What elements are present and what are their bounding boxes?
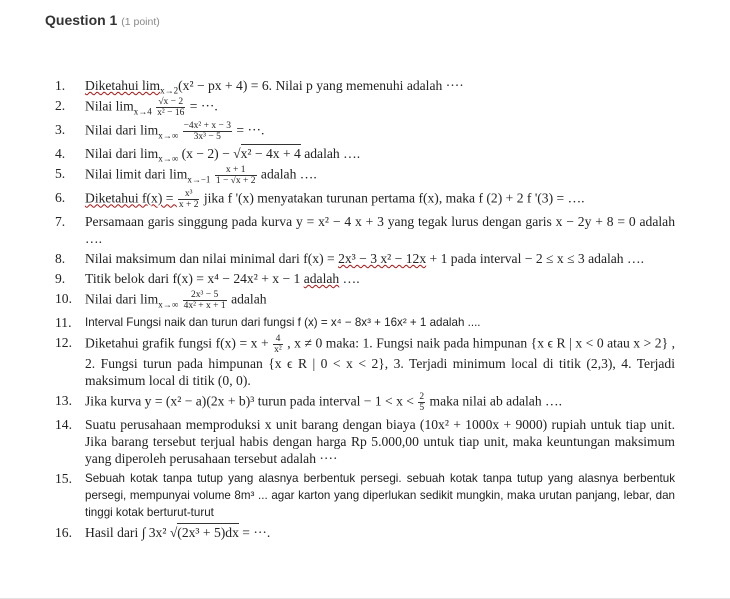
item-text: Diketahui f(x) = (85, 190, 177, 206)
fraction-denominator: 4x² + x + 1 (183, 301, 226, 311)
item-number: 7. (55, 214, 66, 229)
item-text: Nilai dari lim (85, 122, 159, 138)
list-item (55, 270, 675, 287)
item-text: Jika kurva y = (x² − a)(2x + b)³ turun pada interval − 1 < x < (85, 393, 418, 409)
fraction (183, 121, 232, 142)
question-list (55, 77, 675, 544)
list-item (55, 145, 675, 162)
item-text: Nilai lim (85, 98, 134, 114)
radicand: x² − 4x + 4 (240, 146, 301, 161)
item-text: (x² − px + 4) = 6. Nilai p yang memenuhi adalah ···· (178, 78, 464, 93)
fraction-denominator: x + 2 (178, 200, 199, 210)
item-text: 2x³ − 3 x² − 12x (338, 251, 427, 266)
item-number: 4. (55, 146, 66, 161)
item-text: Diketahui grafik fungsi f(x) = x + (85, 335, 273, 351)
list-item (55, 314, 675, 331)
item-text: Titik belok dari f(x) = x⁴ − 24x² + x − 1 (85, 271, 304, 286)
item-text: = ···. (238, 525, 271, 540)
item-number: 9. (55, 271, 66, 286)
item-text: Diketahui lim (85, 78, 161, 93)
limit-subscript: x→2 (160, 85, 179, 96)
fraction-denominator: 1 − √x + 2 (215, 176, 256, 186)
item-number: 3. (55, 122, 66, 137)
limit-subscript: x→4 (133, 106, 152, 117)
item-text: Nilai limit dari lim (85, 166, 188, 182)
fraction-numerator: 2 (419, 392, 425, 402)
fraction-denominator: 5 (419, 403, 425, 413)
list-item (55, 470, 675, 521)
limit-subscript: x→∞ (158, 130, 179, 141)
fraction-numerator: √x − 2 (156, 97, 185, 108)
item-text: Nilai dari lim (85, 291, 159, 307)
item-text: …. (339, 271, 360, 286)
sqrt-symbol: √ (233, 146, 241, 161)
item-number: 10. (55, 291, 72, 306)
fraction-denominator: x² (274, 345, 282, 355)
list-item (55, 121, 675, 142)
item-text: Sebuah kotak tanpa tutup yang alasnya berbentuk persegi. sebuah kotak tanpa tutup yang alasnya berbentuk persegi, mempunyai volume 8m³ ... agar karton yang diperlukan sedikit mungkin, maka urutan panjang, lebar, dan tinggi kotak berturut-turut (85, 472, 675, 519)
question-title: Question 1 (45, 12, 118, 28)
item-number: 15. (55, 471, 72, 486)
limit-subscript: x→∞ (158, 153, 179, 164)
fraction (156, 97, 185, 118)
item-text: , x ≠ 0 maka: 1. Fungsi naik pada himpunan {x ϵ R | x < 0 atau x > 2} , 2. Fungsi turun pada himpunan {x ϵ R | 0 < x < 2}, 3. Terjadi minimum local di titik (2,3), 4. Terjadi maksimum local di titik (0, 0). (85, 335, 675, 388)
item-number: 16. (55, 525, 72, 540)
fraction-numerator: x + 1 (215, 165, 257, 176)
fraction-denominator: 3x³ − 5 (193, 132, 221, 142)
limit-subscript: x→−1 (187, 174, 211, 185)
item-text: adalah (231, 291, 267, 307)
list-item (55, 77, 675, 94)
fraction (273, 334, 283, 355)
fraction-denominator: x² − 16 (157, 108, 185, 118)
item-text: Hasil dari ∫ 3x² (85, 525, 170, 540)
item-text: adalah …. (260, 166, 317, 182)
item-number: 14. (55, 417, 72, 432)
fraction-numerator: 4 (273, 334, 283, 345)
fraction (418, 392, 425, 413)
item-number: 5. (55, 166, 66, 181)
fraction-numerator: −4x² + x − 3 (183, 121, 231, 131)
item-text: Persamaan garis singgung pada kurva y = x² − 4 x + 3 yang tegak lurus dengan garis x − 2y + 8 = 0 adalah …. (85, 214, 675, 246)
list-item (55, 189, 675, 210)
item-number: 8. (55, 251, 66, 266)
item-number: 13. (55, 393, 72, 408)
item-text: + 1 pada interval − 2 ≤ x ≤ 3 adalah …. (426, 251, 644, 266)
fraction (178, 189, 200, 210)
sqrt-symbol: √ (169, 525, 178, 540)
item-text: Nilai dari lim (85, 146, 159, 161)
radicand: (2x³ + 5)dx (177, 525, 239, 540)
item-number: 6. (55, 190, 66, 205)
item-number: 2. (55, 98, 66, 113)
list-item (55, 334, 675, 389)
list-item (55, 416, 675, 467)
fraction (183, 290, 227, 311)
item-text: Suatu perusahaan memproduksi x unit barang dengan biaya (10x² + 1000x + 9000) rupiah untuk tiap unit. Jika barang tersebut terjual habis dengan harga Rp 5.000,00 untuk tiap unit, maka keuntungan maksimum yang diperoleh perusahaan tersebut adalah ···· (85, 417, 675, 466)
item-text: = ···. (236, 122, 265, 138)
limit-subscript: x→∞ (158, 299, 179, 310)
item-number: 12. (55, 335, 72, 350)
item-text: Nilai maksimum dan nilai minimal dari f(x) = (85, 251, 339, 266)
item-text: maka nilai ab adalah …. (429, 393, 563, 409)
item-text: Interval Fungsi naik dan turun dari fungsi f (x) = x⁴ − 8x³ + 16x² + 1 adalah .... (85, 316, 481, 329)
item-number: 1. (55, 78, 66, 93)
question-points: (1 point) (121, 16, 160, 28)
item-text: jika f '(x) menyatakan turunan pertama f(x), maka f (2) + 2 f '(3) = …. (203, 190, 585, 206)
list-item (55, 250, 675, 267)
list-item (55, 524, 675, 541)
item-text: adalah …. (300, 146, 361, 161)
list-item (55, 97, 675, 118)
fraction-numerator: x³ (178, 189, 200, 200)
item-number: 11. (55, 315, 72, 330)
fraction (215, 165, 257, 186)
question-header (45, 12, 160, 28)
item-text: adalah (303, 271, 340, 286)
list-item (55, 290, 675, 311)
item-text: = ···. (189, 98, 218, 114)
list-item (55, 392, 675, 413)
list-item (55, 165, 675, 186)
item-text: (x − 2) − (181, 146, 234, 161)
fraction-numerator: 2x³ − 5 (183, 290, 227, 301)
list-item (55, 213, 675, 247)
